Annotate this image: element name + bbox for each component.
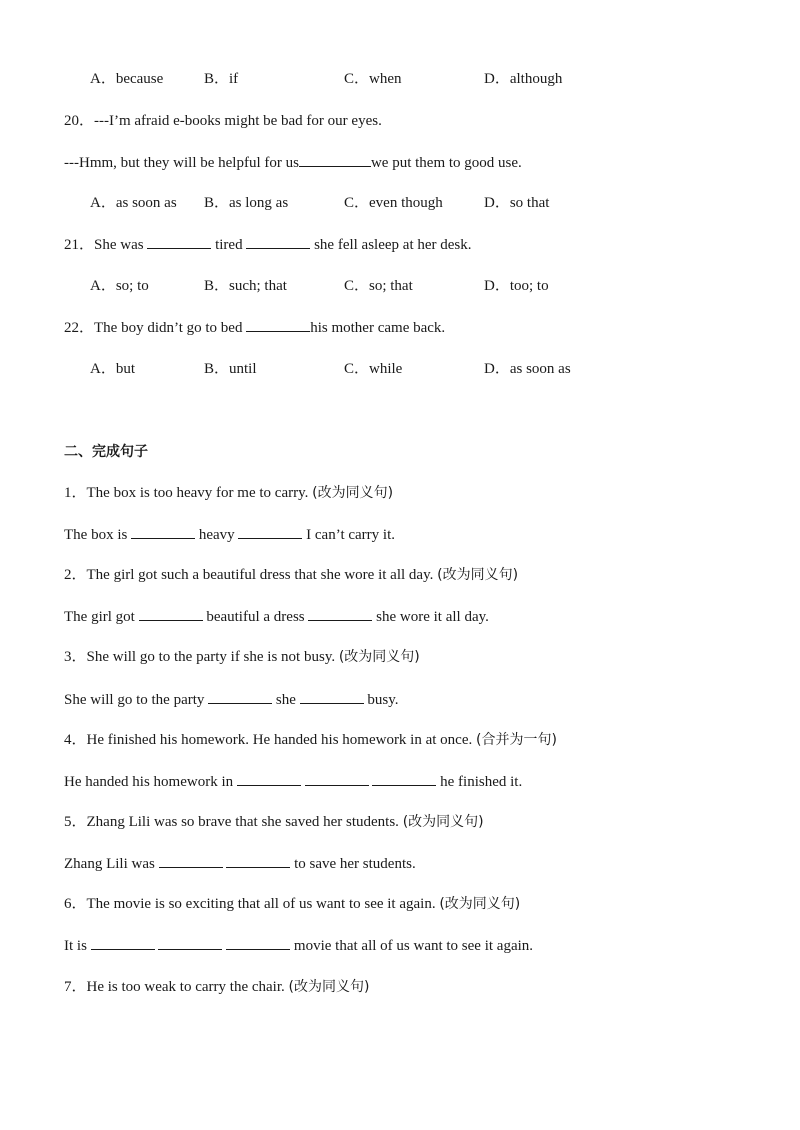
s3-answer-part1: She will go to the party	[64, 692, 209, 708]
q20-prompt: 20．---I’m afraid e-books might be bad for our eyes.	[64, 113, 382, 129]
q19-option-a[interactable]: A．because	[90, 71, 164, 87]
s1-answer-part2: heavy	[195, 527, 239, 543]
q20-option-a[interactable]: A．as soon as	[90, 195, 177, 211]
s4-blank-1[interactable]	[237, 771, 301, 786]
s4-answer-part1: He handed his homework in	[64, 774, 237, 790]
q20-option-b[interactable]: B．as long as	[204, 195, 289, 211]
q19-option-c[interactable]: C．when	[344, 71, 402, 87]
s5-answer-part2: to save her students.	[290, 856, 416, 872]
s1-answer-part3: I can’t carry it.	[302, 527, 395, 543]
q22-sentence	[64, 317, 445, 338]
q21-options	[90, 276, 730, 296]
s4-question-text: 4．He finished his homework. He handed his homework in at once.	[64, 732, 476, 748]
s4-blank-2[interactable]	[305, 771, 369, 786]
s3-question	[64, 647, 420, 667]
s6-question-text: 6．The movie is so exciting that all of us want to see it again.	[64, 896, 440, 912]
q22-option-a[interactable]: A．but	[90, 361, 136, 377]
s1-instruction: (改为同义句)	[312, 485, 394, 501]
s4-question	[64, 730, 557, 750]
s6-answer-part1: It is	[64, 938, 91, 954]
s2-blank-2[interactable]	[308, 606, 372, 621]
s6-blank-1[interactable]	[91, 935, 155, 950]
s4-answer-part2: he finished it.	[436, 774, 523, 790]
s2-question	[64, 565, 518, 585]
s2-blank-1[interactable]	[139, 606, 203, 621]
q20-text-after: we put them to good use.	[370, 155, 522, 171]
s6-answer-part2: movie that all of us want to see it again.	[290, 938, 534, 954]
s1-answer-part1: The box is	[64, 527, 132, 543]
s2-instruction: (改为同义句)	[437, 567, 519, 583]
q21-part1: 21．She was	[64, 237, 148, 253]
s6-blank-3[interactable]	[226, 935, 290, 950]
s6-answer	[64, 935, 533, 956]
s3-instruction: (改为同义句)	[338, 649, 420, 665]
s2-question-text: 2．The girl got such a beautiful dress that she wore it all day.	[64, 567, 438, 583]
s7-question	[64, 977, 369, 997]
q20-text-before: ---Hmm, but they will be helpful for us	[64, 155, 299, 171]
q20-blank[interactable]	[299, 152, 371, 167]
q22-option-c[interactable]: C．while	[344, 361, 403, 377]
q22-blank[interactable]	[246, 317, 310, 332]
q20-sentence	[64, 152, 522, 173]
q21-option-d[interactable]: D．too; to	[484, 278, 549, 294]
q21-part2: tired	[211, 237, 247, 253]
s1-blank-1[interactable]	[131, 524, 195, 539]
s5-question-text: 5．Zhang Lili was so brave that she saved her students.	[64, 814, 403, 830]
s3-question-text: 3．She will go to the party if she is not busy.	[64, 649, 339, 665]
q22-option-b[interactable]: B．until	[204, 361, 257, 377]
q20-options	[90, 193, 730, 213]
s5-blank-2[interactable]	[226, 853, 290, 868]
q21-blank-1[interactable]	[147, 234, 211, 249]
s1-question	[64, 483, 393, 503]
q22-options	[90, 359, 730, 379]
s2-answer	[64, 606, 489, 627]
s3-blank-2[interactable]	[300, 689, 364, 704]
s2-answer-part2: beautiful a dress	[202, 609, 309, 625]
q19-option-b[interactable]: B．if	[204, 71, 239, 87]
s6-blank-2[interactable]	[158, 935, 222, 950]
s3-blank-1[interactable]	[208, 689, 272, 704]
s5-question	[64, 812, 484, 832]
s3-answer-part2: she	[272, 692, 300, 708]
s7-question-text: 7．He is too weak to carry the chair.	[64, 979, 289, 995]
q21-blank-2[interactable]	[246, 234, 310, 249]
q21-option-b[interactable]: B．such; that	[204, 278, 287, 294]
s5-instruction: (改为同义句)	[402, 814, 484, 830]
s6-instruction: (改为同义句)	[439, 896, 521, 912]
q21-sentence	[64, 234, 472, 255]
s5-blank-1[interactable]	[159, 853, 223, 868]
q19-options	[90, 69, 730, 89]
s6-question	[64, 894, 520, 914]
s3-answer-part3: busy.	[363, 692, 399, 708]
s4-blank-3[interactable]	[372, 771, 436, 786]
q20-option-d[interactable]: D．so that	[484, 195, 550, 211]
s7-instruction: (改为同义句)	[288, 979, 370, 995]
q22-option-d[interactable]: D．as soon as	[484, 361, 571, 377]
s3-answer	[64, 689, 399, 710]
s1-blank-2[interactable]	[238, 524, 302, 539]
q19-option-d[interactable]: D．although	[484, 71, 563, 87]
s5-answer	[64, 853, 416, 874]
s4-answer	[64, 771, 522, 792]
q21-part3: she fell asleep at her desk.	[310, 237, 472, 253]
s5-answer-part1: Zhang Lili was	[64, 856, 159, 872]
s2-answer-part1: The girl got	[64, 609, 139, 625]
s4-instruction: (合并为一句)	[476, 732, 557, 748]
s2-answer-part3: she wore it all day.	[372, 609, 489, 625]
q22-part1: 22．The boy didn’t go to bed	[64, 320, 247, 336]
q21-option-c[interactable]: C．so; that	[344, 278, 413, 294]
q20-option-c[interactable]: C．even though	[344, 195, 443, 211]
q22-part2: his mother came back.	[310, 320, 446, 336]
s1-question-text: 1．The box is too heavy for me to carry.	[64, 485, 313, 501]
section-heading: 二、完成句子	[64, 444, 148, 460]
q21-option-a[interactable]: A．so; to	[90, 278, 149, 294]
s1-answer	[64, 524, 395, 545]
